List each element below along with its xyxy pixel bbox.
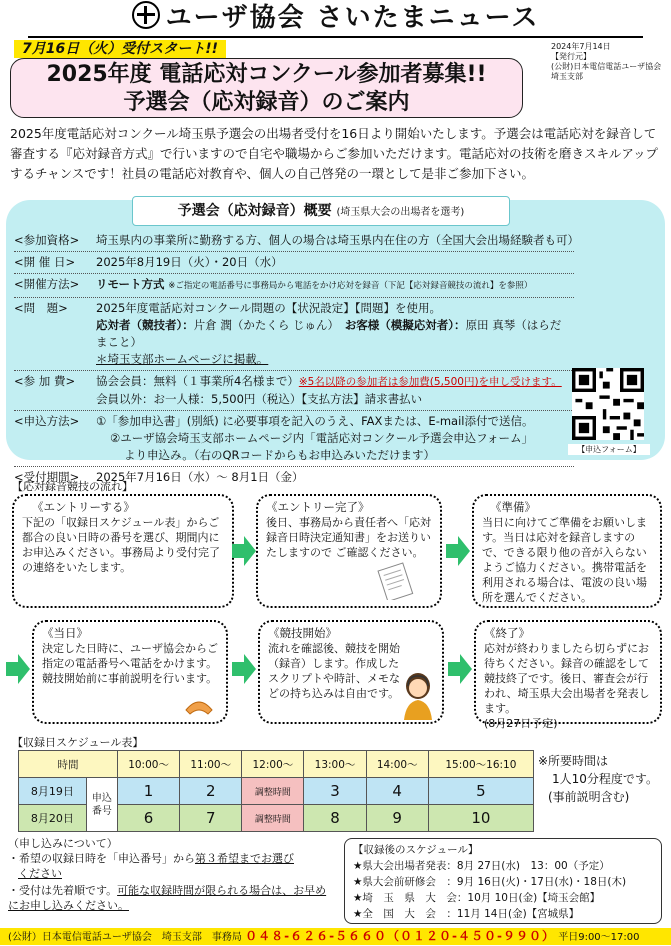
schedule-slot: 7	[180, 805, 242, 832]
telephone-icon	[182, 692, 216, 718]
flow-step-body: 下記の「収録日スケジュール表」からご都合の良い日時の番号を選び、期間内にお申込みください。事務局より受付完了の連絡をいたします。	[22, 516, 220, 574]
fee-note: ※5名以降の参加者は参加費(5,500円)を申し受けます。	[298, 376, 562, 388]
flow-step-end	[474, 620, 662, 730]
item-value: 8月 27日(水) 13：00（予定）	[456, 860, 610, 872]
problem-line1: 2025年度電話応対コンクール問題の【状況設定】【問題】を使用。	[96, 301, 442, 315]
issuer-name: (公財)日本電信電話ユーザ協会	[551, 62, 662, 71]
flow-step-day	[32, 620, 228, 724]
row-label: <参 加 費>	[14, 374, 76, 388]
association-logo-icon	[132, 1, 160, 29]
qr-caption: 【申込フォーム】	[568, 444, 650, 455]
application-qr-code[interactable]	[572, 368, 644, 440]
row-apply	[14, 411, 574, 467]
schedule-row	[19, 778, 534, 805]
overview-title-text: 予選会（応対録音）概要	[177, 203, 332, 219]
fee-line2: 会員以外：お一人様：5,500円（税込）【支払方法】請求書払い	[96, 392, 423, 406]
issuer-branch: 埼玉支部	[551, 72, 583, 81]
note-emphasis: 第３希望までお選び	[195, 852, 294, 865]
duration-note-line2: 1人10分程度です。	[552, 772, 658, 786]
problem-role-b: お客様（模擬応対者）：	[344, 318, 466, 332]
duration-note-line1: ※所要時間は	[538, 754, 609, 768]
slot-header: 11:00～	[180, 751, 242, 778]
duration-note	[538, 752, 668, 806]
arrow-right-icon	[232, 654, 256, 684]
newsletter-header	[0, 0, 671, 36]
row-problem	[14, 298, 574, 371]
row-label: <問 題>	[14, 301, 68, 315]
schedule-header-row	[19, 751, 534, 778]
newsletter-title-wrap	[0, 0, 671, 36]
time-header: 時間	[19, 751, 118, 778]
row-date	[14, 252, 574, 274]
footer-hours: 平日9:00～17:00	[558, 932, 640, 943]
schedule-date: 8月19日	[19, 778, 87, 805]
issue-info	[551, 42, 661, 82]
intro-paragraph: 2025年度電話応対コンクール埼玉県予選会の出場者受付を16日より開始いたします。予選会は電話応対を録音して審査する『応対録音方式』で行いますので自宅や職場からご参加いただけます。電話応対の技術を磨きスキルアップするチャンスです！社員の電話応対教育や、個人の自己啓発の一環として是非ご参加下さい。	[10, 126, 659, 181]
item-label: ★全 国 大 会 ：	[353, 908, 457, 920]
row-fee	[14, 371, 574, 411]
schedule-slot: 3	[304, 778, 366, 805]
post-recording-schedule	[344, 838, 662, 924]
problem-line2	[96, 317, 574, 351]
row-value: 2025年8月19日（火）・20日（水）	[96, 255, 283, 269]
post-schedule-item	[353, 890, 653, 906]
schedule-slot: 2	[180, 778, 242, 805]
post-schedule-item	[353, 906, 653, 922]
document-icon	[374, 562, 418, 600]
schedule-section-label: 【収録日スケジュール表】	[12, 736, 144, 749]
item-value: 11月 14日(金)【宮城県】	[456, 908, 580, 920]
problem-name-a: 片倉 潤（かたくら じゅん）	[193, 318, 334, 332]
arrow-right-icon	[446, 536, 470, 566]
flow-step-body: 決定した日時に、ユーザ協会からご指定の電話番号へ電話をかけます。競技開始前に事前説明を行います。	[42, 642, 218, 685]
start-ribbon: 7月16日（火）受付スタート!!	[14, 40, 226, 58]
newsletter-title: ユーザ協会 さいたまニュース	[165, 3, 540, 33]
flow-step-body: 後日、事務局から責任者へ「応対録音日時決定通知書」をお送りいたしますので ご確認ください。	[266, 516, 431, 559]
problem-name-b: 原田 真琴（はらだ まこと）	[96, 318, 562, 349]
footer-phone[interactable]: ０４８-６２６-５６６０（０１２０-４５０-９９０）	[245, 929, 556, 943]
flow-step-title: 《エントリーする》	[32, 500, 135, 514]
flow-step-body: 流れを確認後、競技を開始（録音）します。作成したスクリプトや時計、メモなどの持ち込みは自由です。	[268, 642, 400, 700]
footer-org: (公財）日本電信電話ユーザ協会 埼玉支部 事務局	[8, 932, 242, 943]
arrow-right-icon	[6, 654, 30, 684]
issue-date: 2024年7月14日	[551, 42, 611, 51]
overview-rows	[14, 230, 579, 488]
flow-step-prepare	[472, 494, 662, 608]
schedule-slot-adjust: 調整時間	[242, 805, 304, 832]
issuer-label: 【発行元】	[551, 52, 591, 61]
schedule-slot: 6	[118, 805, 180, 832]
arrow-right-icon	[448, 654, 472, 684]
row-value: 2025年7月16日（水）～ 8月1日（金）	[96, 470, 304, 484]
flow-step-note: (8月27日予定)	[484, 717, 558, 730]
method-note: ※ご指定の電話番号に事務局から電話をかけ応対を録音（下記【応対録音競技の流れ】を参照）	[168, 281, 533, 291]
note-text: ・受付は先着順です。	[8, 884, 118, 897]
slot-header: 15:00～16:10	[428, 751, 533, 778]
apply-line1: ①「参加申込書」(別紙) に必要事項を記入のうえ、FAXまたは、E-mail添付で送信。	[96, 414, 534, 428]
application-note-1-cont: ください	[18, 867, 62, 880]
slot-header: 13:00～	[304, 751, 366, 778]
headline-line2: 予選会（応対録音）のご案内	[123, 90, 410, 115]
row-value	[96, 373, 574, 408]
slot-header: 12:00～	[242, 751, 304, 778]
note-text: ・希望の収録日時を「申込番号」から	[8, 852, 195, 865]
operator-woman-icon	[398, 668, 438, 720]
flow-step-title: 《エントリー完了》	[266, 500, 370, 514]
problem-role-a: 応対者（競技者）：	[96, 318, 194, 332]
row-label: <申込方法>	[14, 414, 80, 428]
fee-line1	[96, 373, 574, 391]
item-value: 10月 10日(金)【埼玉会館】	[467, 892, 601, 904]
slot-header: 10:00～	[118, 751, 180, 778]
application-note-1	[8, 851, 334, 866]
arrow-right-icon	[232, 536, 256, 566]
row-value	[96, 276, 574, 295]
slot-header: 14:00～	[366, 751, 428, 778]
flow-step-entry-complete	[256, 494, 442, 608]
schedule-slot: 4	[366, 778, 428, 805]
note-emphasis: 可能な収録時間が限られる場合は、お早めにお申し込みください。	[8, 884, 327, 912]
flow-step-body: 当日に向けてご準備をお願いします。当日は応対を録音しますので、できる限り他の音が入らないようご協力ください。携帯電話を利用される場合は、電波の良い場所を選んでください。	[482, 516, 647, 604]
row-value: 埼玉県内の事業所に勤務する方、個人の場合は埼玉県内在住の方（全国大会出場経験者も可）	[96, 233, 579, 247]
row-qualification	[14, 230, 579, 252]
application-notes	[8, 836, 334, 913]
schedule-slot: 8	[304, 805, 366, 832]
application-note-2	[8, 883, 334, 913]
schedule-slot: 10	[428, 805, 533, 832]
row-value	[96, 300, 574, 368]
post-schedule-item	[353, 874, 653, 890]
flow-step-body: 応対が終わりましたら切らずにお待ちください。録音の確認をして競技終了です。後日、審査会が行われ、埼玉県大会出場者を発表します。	[484, 642, 650, 715]
row-label: <開催方法>	[14, 277, 80, 291]
method-name: リモート方式	[96, 277, 165, 291]
schedule-table	[18, 750, 534, 832]
schedule-date: 8月20日	[19, 805, 87, 832]
post-schedule-item	[353, 858, 653, 874]
overview-subtitle: (埼玉県大会の出場者を選考)	[336, 207, 465, 218]
footer-bar	[0, 928, 671, 945]
item-label: ★県大会前研修会 ：	[353, 876, 457, 888]
application-notes-title: （申し込みについて）	[8, 837, 118, 850]
flow-step-title: 《準備》	[490, 500, 536, 514]
schedule-slot: 5	[428, 778, 533, 805]
header-rule	[28, 36, 643, 38]
schedule-slot: 9	[366, 805, 428, 832]
item-value: 9月 16日(火)・17日(水)・18日(木)	[456, 876, 627, 888]
apply-line2: ②ユーザ協会埼玉支部ホームページ内「電話応対コンクール予選会申込フォーム」	[110, 431, 534, 445]
row-label: <開 催 日>	[14, 255, 76, 269]
post-schedule-title: 【収録後のスケジュール】	[353, 844, 479, 856]
schedule-slot-adjust: 調整時間	[242, 778, 304, 805]
row-label: <参加資格>	[14, 233, 80, 247]
apply-line3: より申込み。（右のQRコードからもお申込みいただけます）	[124, 448, 435, 462]
schedule-slot: 1	[118, 778, 180, 805]
headline-banner	[10, 58, 523, 118]
row-label: <受付期間>	[14, 470, 80, 484]
flow-step-title: 《競技開始》	[268, 626, 337, 640]
item-label: ★埼 玉 県 大 会：	[353, 892, 468, 904]
headline-line1: 2025年度 電話応対コンクール参加者募集!!	[46, 62, 487, 87]
overview-title	[132, 196, 510, 226]
flow-step-entry	[12, 494, 234, 608]
row-value	[96, 413, 574, 464]
problem-line3: ＊埼玉支部ホームページに掲載。	[96, 352, 269, 366]
flow-step-start	[258, 620, 444, 724]
row-method	[14, 274, 574, 298]
item-label: ★県大会出場者発表：	[353, 860, 457, 872]
flow-step-title: 《終了》	[484, 626, 530, 640]
duration-note-line3: (事前説明含む)	[548, 790, 630, 804]
flow-step-title: 《当日》	[42, 626, 88, 640]
fee-member: 協会会員：無料（１事業所4名様まで）	[96, 374, 299, 388]
apply-number-label: 申込番号	[86, 778, 117, 832]
flow-section-label: 【応対録音競技の流れ】	[12, 480, 133, 493]
